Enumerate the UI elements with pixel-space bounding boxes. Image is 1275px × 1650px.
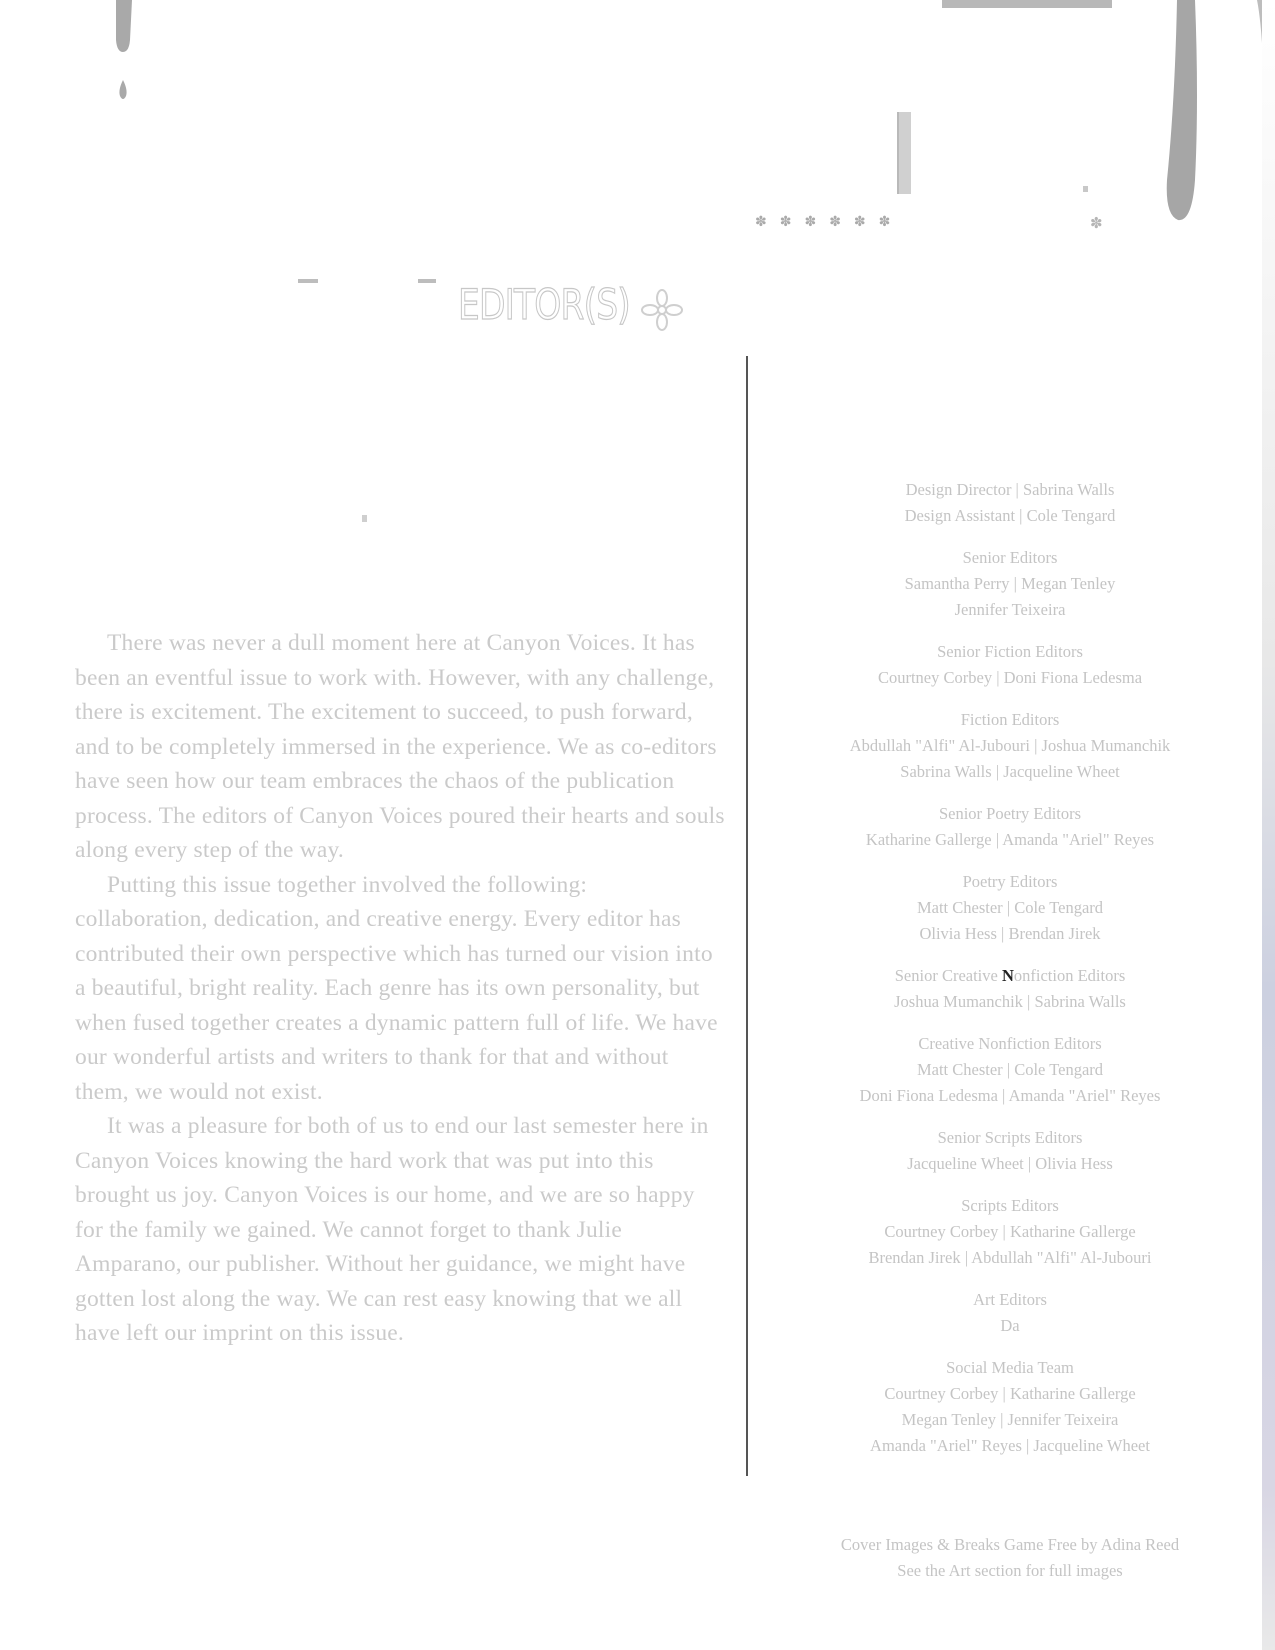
ornament-dots: ✽✽✽✽✽✽: [755, 214, 904, 230]
masthead-line: Amanda "Ariel" Reyes | Jacqueline Wheet: [870, 1436, 1150, 1455]
masthead-group-social: [800, 1355, 1220, 1459]
paint-drip-left-icon: [110, 0, 150, 110]
masthead-line: Doni Fiona Ledesma | Amanda "Ariel" Reyes: [859, 1086, 1161, 1105]
editors-letter: [75, 626, 725, 1351]
header-bar-decoration: [942, 0, 1112, 8]
paint-drip-right-icon: [1165, 0, 1275, 230]
masthead-line: Courtney Corbey | Doni Fiona Ledesma: [877, 668, 1143, 687]
credit-line: Cover Images & Breaks Game Free by Adina Reed: [840, 1535, 1180, 1554]
mark-decoration: [1083, 186, 1088, 192]
masthead-role: Fiction Editors: [960, 710, 1060, 729]
masthead-line: Courtney Corbey | Katharine Gallerge: [884, 1384, 1136, 1403]
masthead-group-cnf: [800, 1031, 1220, 1109]
masthead-line: Matt Chester | Cole Tengard: [916, 898, 1104, 917]
masthead-line: Design Director | Sabrina Walls: [905, 480, 1115, 499]
masthead-line: Megan Tenley | Jennifer Teixeira: [901, 1410, 1119, 1429]
image-credits: [785, 1532, 1235, 1584]
masthead-line: Design Assistant | Cole Tengard: [904, 506, 1116, 525]
masthead-line: Samantha Perry | Megan Tenley: [904, 574, 1116, 593]
letter-paragraph: It was a pleasure for both of us to end our last semester here in Canyon Voices knowing the hard work that was put into this brought us joy. Canyon Voices is our home, and we are so happy for the family we gained. We cannot forget to thank Julie Amparano, our publisher. Without her guidance, we might have gotten lost along the way. We can rest easy knowing that we all have left our imprint on this issue.: [75, 1113, 709, 1346]
masthead-role: Poetry Editors: [962, 872, 1058, 891]
masthead-role: Scripts Editors: [961, 1196, 1059, 1215]
column-divider: [746, 356, 748, 1476]
flower-icon: [640, 288, 684, 332]
dash-decoration: [298, 279, 318, 283]
title-bar-decoration: [897, 112, 911, 194]
masthead-role: Art Editors: [973, 1290, 1047, 1309]
masthead-group-senior-poetry: [800, 801, 1220, 853]
masthead-role: Senior Poetry Editors: [938, 804, 1082, 823]
masthead-line: Katharine Gallerge | Amanda "Ariel" Reyes: [865, 830, 1155, 849]
masthead-line: Courtney Corbey | Katharine Gallerge: [884, 1222, 1136, 1241]
masthead-line: Jacqueline Wheet | Olivia Hess: [907, 1154, 1113, 1173]
masthead-group-senior-fiction: [800, 639, 1220, 691]
masthead-group-senior-cnf: [800, 963, 1220, 1015]
role-text: Senior Creative: [894, 966, 1002, 985]
masthead-line: Olivia Hess | Brendan Jirek: [919, 924, 1101, 943]
letter-paragraph: There was never a dull moment here at Canyon Voices. It has been an eventful issue to work with. However, with any challenge, there is excitement. The excitement to succeed, to push forward, and to be completely immersed in the experience. We as co-editors have seen how our team embraces the chaos of the publication process. The editors of Canyon Voices poured their hearts and souls along every step of the way.: [75, 630, 725, 863]
masthead-group-art: [800, 1287, 1220, 1339]
masthead-group-senior-scripts: [800, 1125, 1220, 1177]
role-highlight: N: [1001, 966, 1014, 985]
masthead-role: [800, 963, 1220, 989]
masthead: [800, 477, 1220, 1475]
masthead-role: Senior Editors: [962, 548, 1058, 567]
ornament-dot: ✽: [1090, 214, 1103, 232]
page-edge-decoration: [1262, 0, 1275, 1650]
mark-decoration: [362, 515, 367, 522]
credit-line: See the Art section for full images: [897, 1561, 1123, 1580]
role-text: onfiction Editors: [1013, 966, 1126, 985]
masthead-line: Sabrina Walls | Jacqueline Wheet: [900, 762, 1120, 781]
masthead-line: Abdullah "Alfi" Al-Jubouri | Joshua Mumanchik: [849, 736, 1171, 755]
masthead-line: Da: [1000, 1316, 1020, 1335]
masthead-group-senior-editors: [800, 545, 1220, 623]
masthead-group-scripts: [800, 1193, 1220, 1271]
masthead-group-design: [800, 477, 1220, 529]
masthead-line: Matt Chester | Cole Tengard: [916, 1060, 1104, 1079]
dash-decoration: [418, 279, 436, 283]
masthead-role: Senior Fiction Editors: [937, 642, 1083, 661]
masthead-group-fiction: [800, 707, 1220, 785]
masthead-line: Jennifer Teixeira: [954, 600, 1066, 619]
masthead-role: Senior Scripts Editors: [937, 1128, 1083, 1147]
masthead-role: Social Media Team: [946, 1358, 1074, 1377]
masthead-group-poetry: [800, 869, 1220, 947]
masthead-line: Brendan Jirek | Abdullah "Alfi" Al-Jubouri: [868, 1248, 1152, 1267]
page-title: EDITOR(S): [458, 280, 630, 329]
masthead-line: Joshua Mumanchik | Sabrina Walls: [894, 992, 1126, 1011]
masthead-role: Creative Nonfiction Editors: [918, 1034, 1102, 1053]
letter-paragraph: Putting this issue together involved the following: collaboration, dedication, and creative energy. Every editor has contributed their own perspective which has turned our vision into a beautiful, bright reality. Each genre has its own personality, but when fused together creates a dynamic pattern full of life. We have our wonderful artists and writers to thank for that and without them, we would not exist.: [75, 871, 718, 1105]
